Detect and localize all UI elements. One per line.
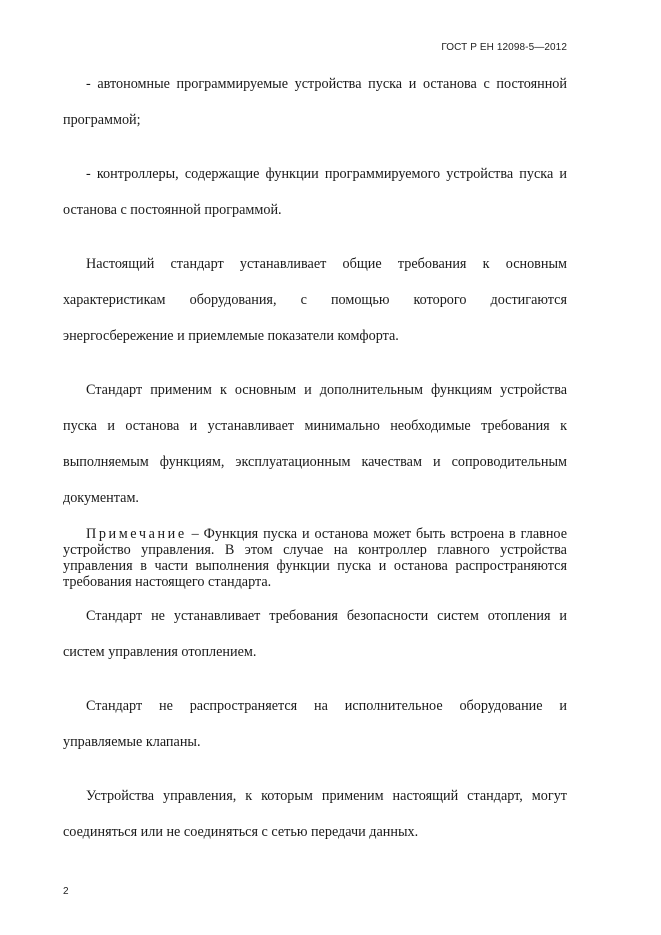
paragraph-safety-exclusion: Стандарт не устанавливает требования безопасности систем отопления и систем управления отоплением.: [63, 608, 567, 660]
paragraph-controllers: - контроллеры, содержащие функции программируемого устройства пуска и останова с постоянной программой.: [63, 166, 567, 218]
note-paragraph: [63, 526, 567, 590]
document-code-header: ГОСТ Р ЕН 12098-5—2012: [441, 42, 567, 53]
paragraph-network-connection: Устройства управления, к которым применим настоящий стандарт, могут соединяться или не соединяться с сетью передачи данных.: [63, 788, 567, 840]
document-body: [63, 66, 567, 868]
note-text: – Функция пуска и останова может быть встроена в главное устройство управления. В этом случае на контроллер главного устройства управления в части выполнения функции пуска и останова распространяются требования настоящего стандарта.: [63, 526, 567, 590]
page-number: 2: [63, 886, 69, 897]
note-label: Примечание: [86, 526, 187, 542]
paragraph-functions-requirements: Стандарт применим к основным и дополнительным функциям устройства пуска и останова и устанавливает минимально необходимые требования к выполняемым функциям, эксплуатационным качествам и сопроводительным документам.: [63, 382, 567, 506]
paragraph-standard-scope: Настоящий стандарт устанавливает общие требования к основным характеристикам оборудования, с помощью которого достигаются энергосбережение и приемлемые показатели комфорта.: [63, 256, 567, 344]
paragraph-autonomous-devices: - автономные программируемые устройства пуска и останова с постоянной программой;: [63, 76, 567, 128]
paragraph-actuators-exclusion: Стандарт не распространяется на исполнительное оборудование и управляемые клапаны.: [63, 698, 567, 750]
